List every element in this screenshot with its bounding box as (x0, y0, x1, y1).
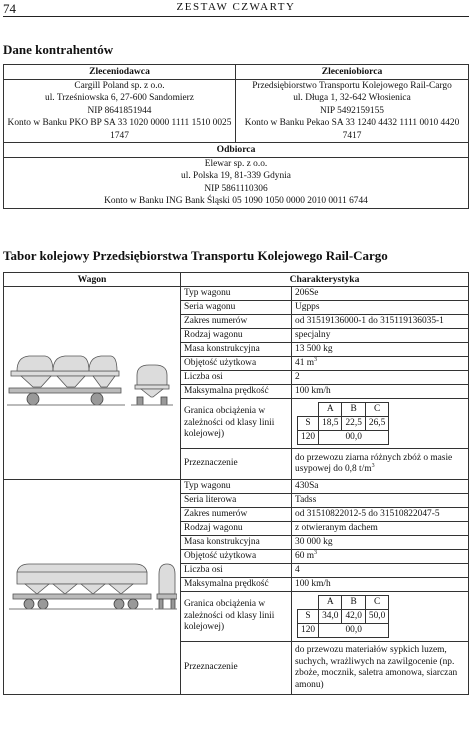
property-label: Seria literowa (181, 494, 292, 508)
recipient-line: NIP 5861110306 (204, 183, 268, 194)
load-value: 00,0 (319, 624, 389, 638)
load-limit-label: Granica obciążenia w zależności od klasy linii kolejowej) (181, 399, 292, 449)
load-limit-cell (292, 592, 469, 642)
property-label: Masa konstrukcyjna (181, 343, 292, 357)
purpose-value (292, 449, 469, 480)
volume-exponent: 3 (314, 356, 318, 363)
section-title-rolling-stock: Tabor kolejowy Przedsiębiorstwa Transportu Kolejowego Rail-Cargo (3, 248, 388, 263)
ordering-party-heading: Zleceniodawca (4, 65, 236, 80)
purpose-exponent: 3 (371, 462, 375, 469)
purpose-value: do przewozu materiałów sypkich luzem, suchych, wrażliwych na zawilgocenie (np. zboże, mocznik, saletra amonowa, siarczan amonu) (292, 642, 469, 695)
property-label: Typ wagonu (181, 480, 292, 494)
running-head (3, 0, 469, 16)
property-value: specjalny (292, 329, 469, 343)
contractor-details (236, 80, 469, 143)
speed-class-label: S (298, 610, 319, 624)
load-value: 22,5 (342, 417, 365, 431)
speed-class-label: 120 (298, 431, 319, 445)
rolling-stock-table (3, 272, 469, 695)
load-limit-grid (297, 402, 389, 445)
property-label: Zakres numerów (181, 508, 292, 522)
line-class-header: A (319, 596, 342, 610)
line-class-header: A (319, 403, 342, 417)
contractor-line: ul. Długa 1, 32-642 Włosienica (293, 93, 411, 104)
contractor-line: NIP 5492159155 (320, 105, 384, 116)
grid-corner (298, 596, 319, 610)
property-value: 206Se (292, 287, 469, 301)
volume-value: 60 m (295, 550, 315, 561)
volume-exponent: 3 (314, 549, 318, 556)
load-value: 50,0 (365, 610, 388, 624)
recipient-heading: Odbiorca (4, 143, 469, 158)
property-value: od 31510822012-5 do 31510822047-5 (292, 508, 469, 522)
covered-wagon-drawing (7, 550, 177, 620)
load-limit-label: Granica obciążenia w zależności od klasy linii kolejowej) (181, 592, 292, 642)
property-label: Maksymalna prędkość (181, 385, 292, 399)
property-label: Objętość użytkowa (181, 550, 292, 564)
parties-table (3, 64, 469, 209)
contractor-line: Przedsiębiorstwo Transportu Kolejowego Rail-Cargo (252, 81, 452, 91)
property-value: 100 km/h (292, 385, 469, 399)
property-label: Seria wagonu (181, 301, 292, 315)
load-value: 18,5 (319, 417, 342, 431)
section-title-parties: Dane kontrahentów (3, 42, 114, 57)
property-label: Masa konstrukcyjna (181, 536, 292, 550)
load-value: 42,0 (342, 610, 365, 624)
header-rule (3, 16, 469, 17)
recipient-line: Konto w Banku ING Bank Śląski 05 1090 1050 0000 2010 0011 6744 (104, 196, 368, 207)
load-value: 00,0 (319, 431, 389, 445)
grid-corner (298, 403, 319, 417)
running-title: ZESTAW CZWARTY (176, 1, 296, 13)
property-label: Zakres numerów (181, 315, 292, 329)
purpose-label: Przeznaczenie (181, 642, 292, 695)
characteristics-column-heading: Charakterystyka (181, 273, 469, 287)
property-label: Rodzaj wagonu (181, 329, 292, 343)
purpose-text: do przewozu ziarna różnych zbóż o masie usypowej do 0,8 t/m (295, 452, 453, 474)
property-value: Ugpps (292, 301, 469, 315)
property-label: Maksymalna prędkość (181, 578, 292, 592)
page-number: 74 (3, 1, 16, 16)
volume-value: 41 m (295, 357, 315, 368)
ordering-party-details (4, 80, 236, 143)
speed-class-label: S (298, 417, 319, 431)
recipient-details (4, 158, 469, 209)
property-label: Liczba osi (181, 371, 292, 385)
property-label: Liczba osi (181, 564, 292, 578)
load-value: 34,0 (319, 610, 342, 624)
line-class-header: C (365, 596, 388, 610)
line-class-header: C (365, 403, 388, 417)
property-value: 100 km/h (292, 578, 469, 592)
property-value: od 31519136000-1 do 315119136035-1 (292, 315, 469, 329)
line-class-header: B (342, 403, 365, 417)
hopper-wagon-drawing (7, 341, 177, 421)
property-value: 30 000 kg (292, 536, 469, 550)
purpose-label: Przeznaczenie (181, 449, 292, 480)
property-value: z otwieranym dachem (292, 522, 469, 536)
ordering-party-line: NIP 8641851944 (87, 105, 152, 116)
property-value (292, 550, 469, 564)
property-label: Objętość użytkowa (181, 357, 292, 371)
property-value (292, 357, 469, 371)
ordering-party-line: Konto w Banku PKO BP SA 33 1020 0000 1111 1510 0025 1747 (7, 118, 232, 141)
table-row (4, 480, 469, 494)
load-value: 26,5 (365, 417, 388, 431)
recipient-line: ul. Polska 19, 81-339 Gdynia (181, 171, 291, 182)
property-value: Tadss (292, 494, 469, 508)
property-label: Typ wagonu (181, 287, 292, 301)
property-value: 4 (292, 564, 469, 578)
table-row (4, 287, 469, 301)
load-limit-cell (292, 399, 469, 449)
ordering-party-line: Cargill Poland sp. z o.o. (74, 81, 165, 91)
contractor-heading: Zleceniobiorca (236, 65, 469, 80)
contractor-line: Konto w Banku Pekao SA 33 1240 4432 1111 0010 4420 7417 (244, 118, 460, 141)
recipient-line: Elewar sp. z o.o. (204, 159, 268, 170)
ordering-party-line: ul. Trześniowska 6, 27-600 Sandomierz (45, 93, 194, 104)
property-label: Rodzaj wagonu (181, 522, 292, 536)
covered-wagon-image (4, 480, 181, 695)
property-value: 430Sa (292, 480, 469, 494)
property-value: 13 500 kg (292, 343, 469, 357)
wagon-column-heading: Wagon (4, 273, 181, 287)
load-limit-grid (297, 595, 389, 638)
property-value: 2 (292, 371, 469, 385)
line-class-header: B (342, 596, 365, 610)
hopper-wagon-image (4, 287, 181, 480)
speed-class-label: 120 (298, 624, 319, 638)
